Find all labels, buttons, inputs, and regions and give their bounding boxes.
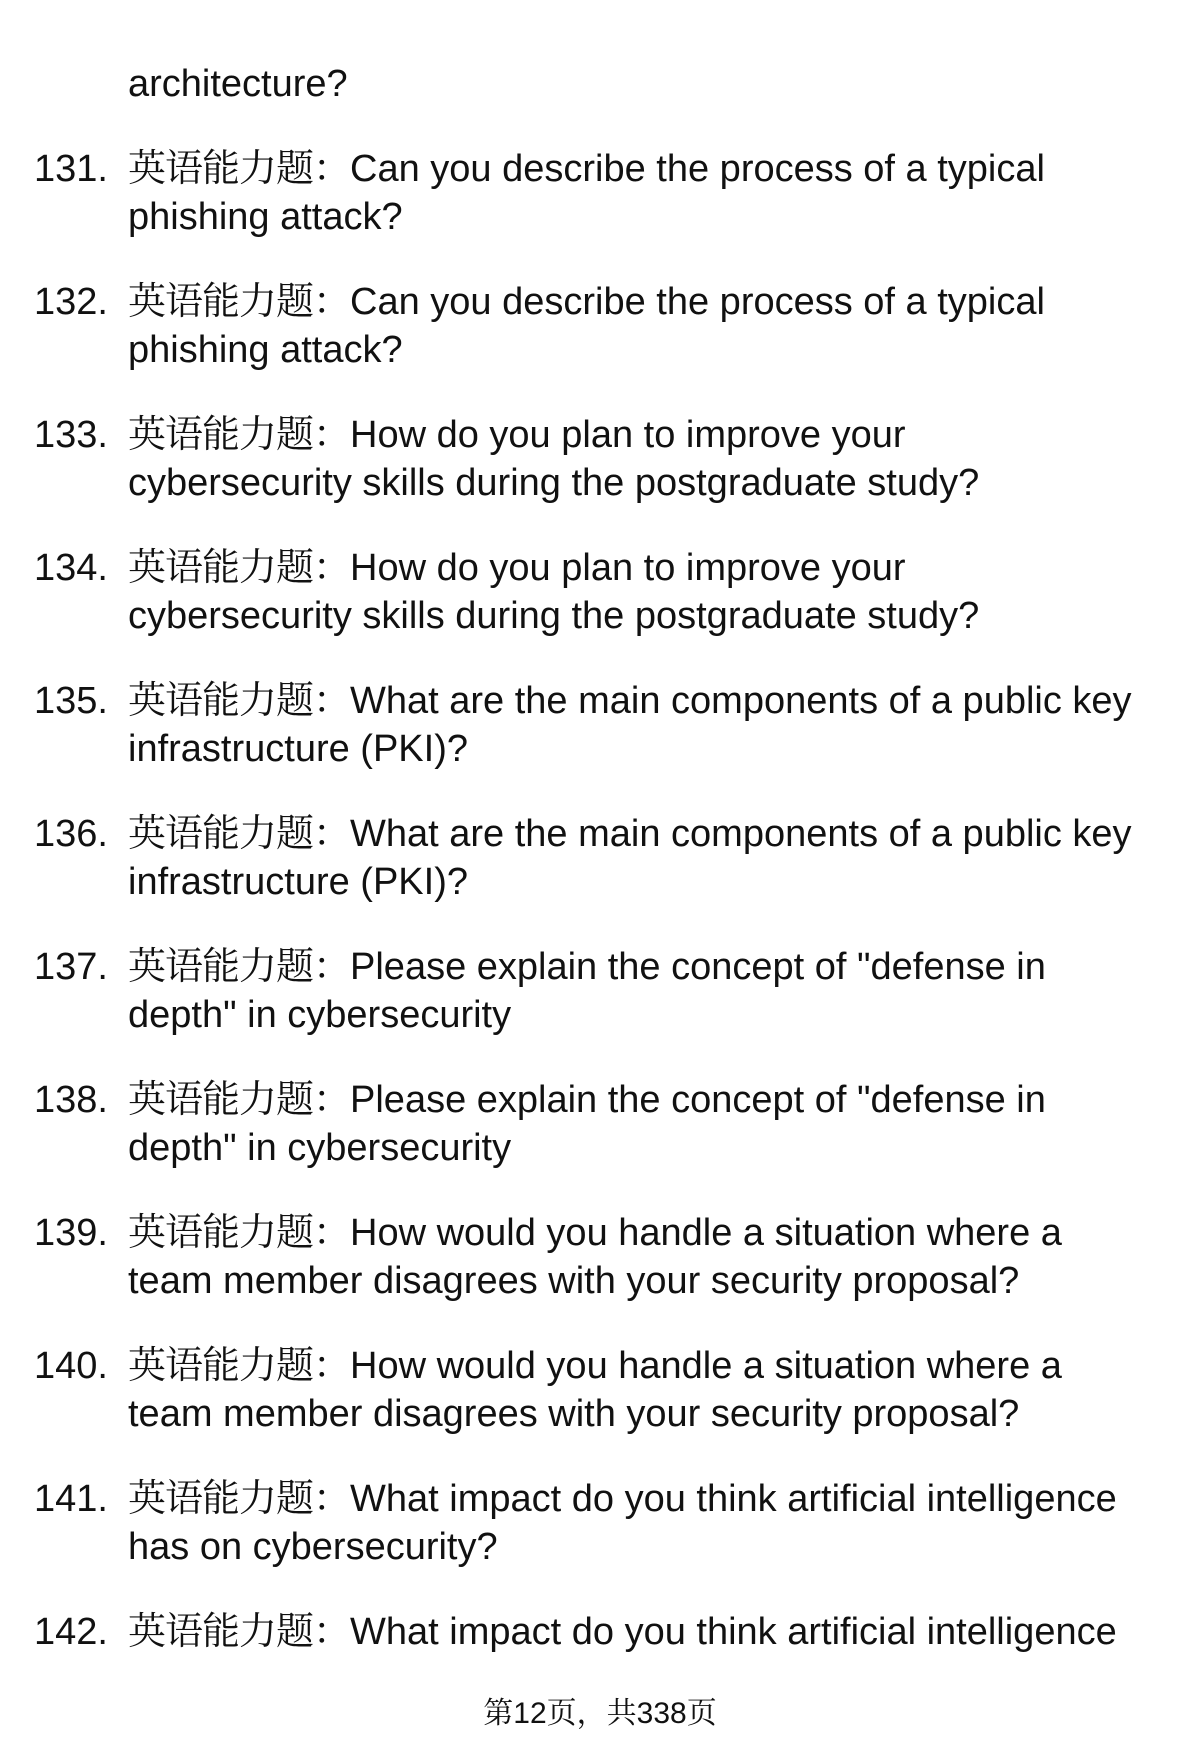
question-text-continued: depth" in cybersecurity [128,994,512,1036]
question-number: 140. [34,1345,108,1387]
question-item [0,411,1200,507]
question-text: Please explain the concept of "defense in [350,1079,1046,1121]
question-number: 142. [34,1611,108,1653]
question-text: What impact do you think artificial intelligence [350,1611,1117,1653]
question-line [128,278,1168,326]
question-category: 英语能力题： [128,1478,351,1520]
question-text: Can you describe the process of a typical [350,148,1045,190]
question-category: 英语能力题： [128,281,351,323]
question-number: 133. [34,414,108,456]
question-body [128,810,1168,906]
question-item [0,1608,1200,1656]
question-item [0,1209,1200,1305]
question-text-continued: phishing attack? [128,196,403,238]
question-text-continued: team member disagrees with your security proposal? [128,1393,1020,1435]
question-line [128,677,1168,725]
question-text: What are the main components of a public key [350,813,1132,855]
question-text: How would you handle a situation where a [350,1212,1062,1254]
question-body [128,145,1168,241]
question-item [0,810,1200,906]
question-body [128,1076,1168,1172]
question-line [128,544,1168,592]
question-category: 英语能力题： [128,1611,351,1653]
question-text-continued: phishing attack? [128,329,403,371]
question-number: 136. [34,813,108,855]
question-line [128,145,1168,193]
question-text: What are the main components of a public key [350,680,1132,722]
question-body [128,1209,1168,1305]
question-body [128,411,1168,507]
question-text: How would you handle a situation where a [350,1345,1062,1387]
question-text: How do you plan to improve your [350,547,906,589]
question-body [128,1475,1168,1571]
question-text: Can you describe the process of a typical [350,281,1045,323]
question-item [0,943,1200,1039]
question-category: 英语能力题： [128,813,351,855]
question-line [128,1342,1168,1390]
question-number: 139. [34,1212,108,1254]
question-text-continued: team member disagrees with your security proposal? [128,1260,1020,1302]
question-continuation: architecture? [128,63,348,105]
question-item [0,1475,1200,1571]
question-item [0,278,1200,374]
question-category: 英语能力题： [128,1079,351,1121]
question-text-continued: has on cybersecurity? [128,1526,498,1568]
question-text-continued: infrastructure (PKI)? [128,861,468,903]
question-line [128,1475,1168,1523]
question-body [128,278,1168,374]
question-category: 英语能力题： [128,1345,351,1387]
question-text-continued: cybersecurity skills during the postgraduate study? [128,462,980,504]
question-body [128,677,1168,773]
question-number: 132. [34,281,108,323]
question-category: 英语能力题： [128,547,351,589]
question-number: 135. [34,680,108,722]
question-text-continued: infrastructure (PKI)? [128,728,468,770]
question-text: What impact do you think artificial intelligence [350,1478,1117,1520]
question-item [0,544,1200,640]
question-category: 英语能力题： [128,946,351,988]
question-line [128,810,1168,858]
question-number: 137. [34,946,108,988]
question-category: 英语能力题： [128,1212,351,1254]
question-number: 141. [34,1478,108,1520]
question-text-continued: cybersecurity skills during the postgraduate study? [128,595,980,637]
question-item [0,1342,1200,1438]
question-line [128,943,1168,991]
question-item [0,677,1200,773]
question-category: 英语能力题： [128,148,351,190]
question-body [128,1608,1168,1656]
question-item [0,1076,1200,1172]
question-item [0,145,1200,241]
question-category: 英语能力题： [128,414,351,456]
question-body [128,943,1168,1039]
question-number: 138. [34,1079,108,1121]
question-number: 131. [34,148,108,190]
question-text-continued: depth" in cybersecurity [128,1127,512,1169]
page-footer: 第12页，共338页 [483,1697,717,1730]
question-category: 英语能力题： [128,680,351,722]
question-body [128,1342,1168,1438]
question-text: How do you plan to improve your [350,414,906,456]
question-body [128,544,1168,640]
question-line [128,1076,1168,1124]
question-line [128,411,1168,459]
question-text: Please explain the concept of "defense in [350,946,1046,988]
question-number: 134. [34,547,108,589]
question-line [128,1209,1168,1257]
question-line [128,1608,1168,1656]
